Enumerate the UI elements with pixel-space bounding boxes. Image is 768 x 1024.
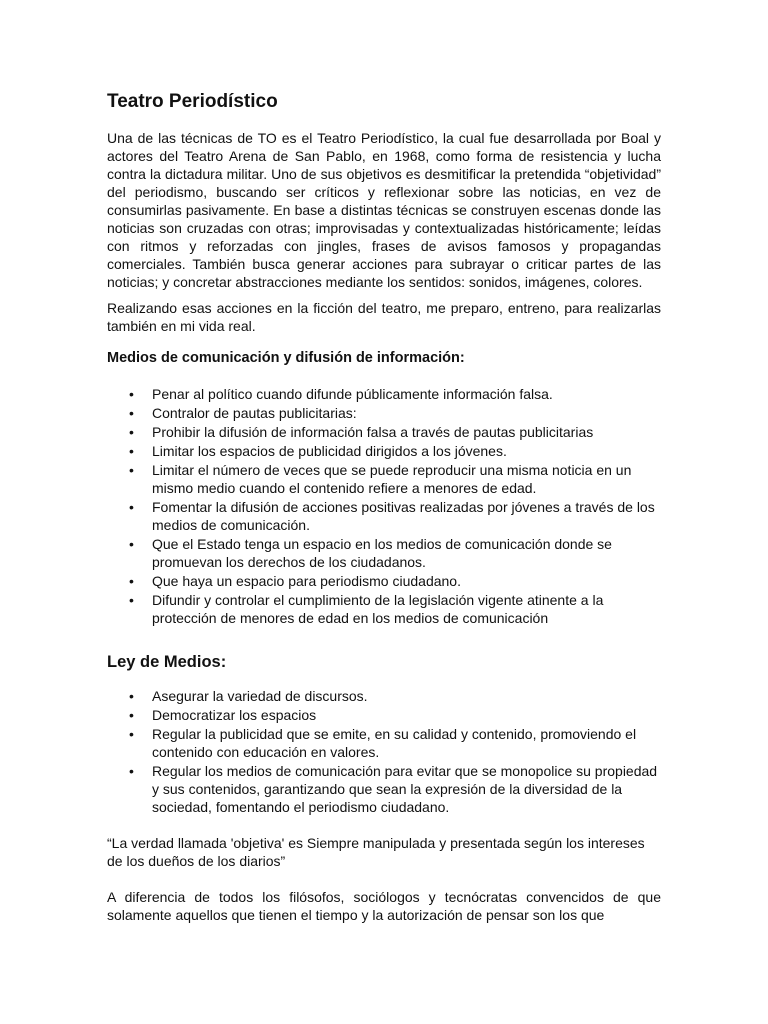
list-item-text: Limitar los espacios de publicidad dirigidos a los jóvenes. <box>152 443 507 459</box>
bullet-icon: • <box>129 592 134 608</box>
bullet-icon: • <box>129 573 134 589</box>
bullet-icon: • <box>129 462 134 478</box>
list-item-text: Democratizar los espacios <box>152 707 317 723</box>
bullet-icon: • <box>129 405 134 421</box>
list-item <box>129 572 661 590</box>
closing-paragraph: A diferencia de todos los filósofos, sociólogos y tecnócratas convencidos de que solamente aquellos que tienen el tiempo y la autorización de pensar son los que <box>107 889 661 923</box>
list-item-text: Difundir y controlar el cumplimiento de la legislación vigente atinente a la protección de menores de edad en los medios de comunicación <box>152 592 604 626</box>
list-item <box>129 461 661 497</box>
quote-paragraph: “La verdad llamada 'objetiva' es Siempre manipulada y presentada según los intereses de los dueños de los diarios” <box>107 835 645 869</box>
bullet-icon: • <box>129 707 134 723</box>
bullet-icon: • <box>129 386 134 402</box>
bullet-list-medios <box>107 385 661 627</box>
section-heading-medios: Medios de comunicación y difusión de información: <box>107 350 465 366</box>
list-item <box>129 687 661 705</box>
list-item-text: Que el Estado tenga un espacio en los medios de comunicación donde se promuevan los derechos de los ciudadanos. <box>152 536 612 570</box>
bullet-icon: • <box>129 688 134 704</box>
bullet-icon: • <box>129 536 134 552</box>
list-item-text: Limitar el número de veces que se puede reproducir una misma noticia en un mismo medio cuando el contenido refiere a menores de edad. <box>152 462 632 496</box>
list-item-text: Regular la publicidad que se emite, en su calidad y contenido, promoviendo el contenido con educación en valores. <box>152 726 637 760</box>
document-page <box>107 88 661 932</box>
list-item <box>129 591 661 627</box>
list-item <box>129 442 661 460</box>
bullet-icon: • <box>129 443 134 459</box>
section-heading-ley: Ley de Medios: <box>107 653 227 671</box>
page-title: Teatro Periodístico <box>107 91 278 112</box>
list-item-text: Contralor de pautas publicitarias: <box>152 405 357 421</box>
list-item <box>129 762 661 816</box>
list-item <box>129 535 661 571</box>
bullet-icon: • <box>129 763 134 779</box>
bullet-icon: • <box>129 726 134 742</box>
intro-paragraph: Una de las técnicas de TO es el Teatro Periodístico, la cual fue desarrollada por Boal y actores del Teatro Arena de San Pablo, en 1968, como forma de resistencia y lucha contra la dictadura militar. Uno de sus objetivos es desmitificar la pretendida “objetividad” del periodismo, buscando ser críticos y reflexionar sobre las noticias, en vez de consumirlas pasivamente. En base a distintas técnicas se construyen escenas donde las noticias son cruzadas con otras; improvisadas y contextualizadas históricamente; leídas con ritmos y reforzadas con jingles, frases de avisos famosos y propagandas comerciales. También busca generar acciones para subrayar o criticar partes de las noticias; y concretar abstracciones mediante los sentidos: sonidos, imágenes, colores. <box>107 130 661 290</box>
list-item-text: Asegurar la variedad de discursos. <box>152 688 368 704</box>
list-item <box>129 404 661 422</box>
list-item <box>129 423 661 441</box>
list-item-text: Prohibir la difusión de información falsa a través de pautas publicitarias <box>152 424 594 440</box>
list-item-text: Regular los medios de comunicación para evitar que se monopolice su propiedad y sus contenidos, garantizando que sean la expresión de la diversidad de la sociedad, fomentando el periodismo ciudadano. <box>152 763 658 815</box>
second-paragraph: Realizando esas acciones en la ficción del teatro, me preparo, entreno, para realizarlas también en mi vida real. <box>107 300 661 334</box>
list-item <box>129 385 661 403</box>
list-item <box>129 706 661 724</box>
bullet-icon: • <box>129 424 134 440</box>
bullet-list-ley <box>107 687 661 816</box>
bullet-icon: • <box>129 499 134 515</box>
list-item-text: Penar al político cuando difunde públicamente información falsa. <box>152 386 553 402</box>
list-item <box>129 725 661 761</box>
list-item-text: Que haya un espacio para periodismo ciudadano. <box>152 573 461 589</box>
list-item-text: Fomentar la difusión de acciones positivas realizadas por jóvenes a través de los medios de comunicación. <box>152 499 655 533</box>
list-item <box>129 498 661 534</box>
